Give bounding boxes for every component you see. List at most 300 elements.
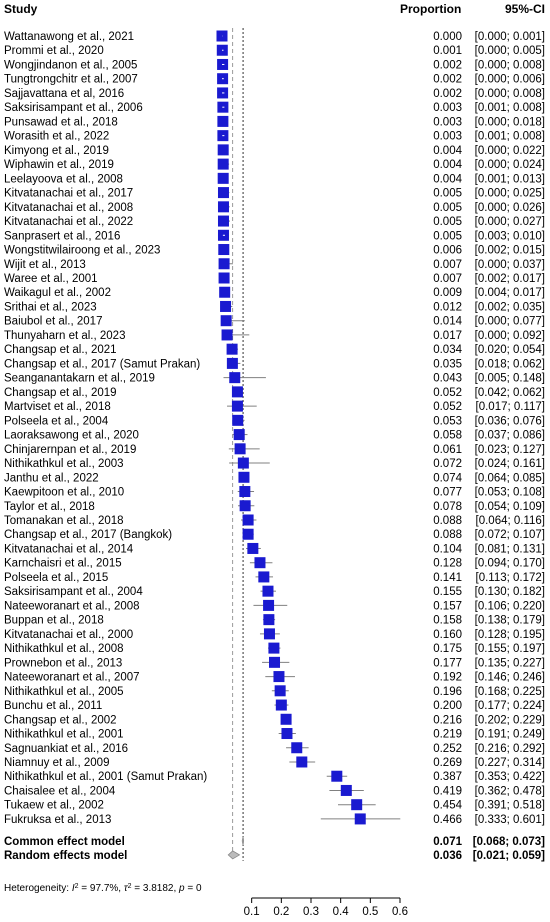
- heterogeneity-text: [4, 883, 202, 895]
- estimate-square: [219, 258, 230, 269]
- proportion-value: 0.005: [433, 187, 462, 200]
- ci-value: [0.042; 0.062]: [474, 386, 545, 399]
- proportion-value: 0.160: [433, 628, 462, 641]
- ci-value: [0.353; 0.422]: [474, 771, 545, 784]
- ci-value: [0.002; 0.035]: [474, 301, 545, 314]
- ci-value: [0.000; 0.008]: [474, 87, 545, 100]
- study-name: Chaisalee et al., 2004: [4, 785, 116, 798]
- study-row: [4, 671, 545, 684]
- study-row: [4, 401, 545, 414]
- ci-value: [0.106; 0.220]: [474, 600, 545, 613]
- ci-value: [0.000; 0.027]: [474, 216, 545, 229]
- ci-value: [0.000; 0.077]: [474, 315, 545, 328]
- summary-diamond: [242, 837, 243, 845]
- study-row: [4, 59, 545, 72]
- estimate-square: [227, 358, 238, 369]
- summary-proportion: 0.036: [433, 849, 462, 862]
- tau2-label: τ: [123, 883, 128, 894]
- estimate-square: [276, 700, 287, 711]
- study-name: Kitvatanachai et al., 2017: [4, 187, 134, 200]
- study-row: [4, 102, 545, 115]
- ci-value: [0.003; 0.010]: [474, 230, 545, 243]
- proportion-value: 0.002: [433, 59, 462, 72]
- estimate-square: [264, 628, 275, 639]
- estimate-square: [243, 529, 254, 540]
- study-row: [4, 799, 545, 812]
- study-row: [4, 31, 545, 44]
- study-row: [4, 685, 545, 698]
- study-row: [4, 344, 545, 357]
- proportion-value: 0.157: [433, 600, 462, 613]
- ci-value: [0.216; 0.292]: [474, 742, 545, 755]
- study-name: Kitvatanachai et al., 2014: [4, 543, 134, 556]
- study-name: Seanganantakarn et al., 2019: [4, 372, 155, 385]
- ci-value: [0.333; 0.601]: [474, 813, 545, 826]
- ci-value: [0.130; 0.182]: [474, 586, 545, 599]
- estimate-square: [273, 671, 284, 682]
- proportion-value: 0.007: [433, 258, 462, 271]
- summary-ci: [0.068; 0.073]: [472, 835, 545, 848]
- study-row: [4, 386, 545, 399]
- study-row: [4, 301, 545, 314]
- proportion-value: 0.017: [433, 329, 462, 342]
- summary-row: [4, 850, 545, 862]
- study-row: [4, 771, 545, 784]
- study-name: Wongjindanon et al., 2005: [4, 59, 138, 72]
- study-row: [4, 700, 545, 713]
- header-row: [4, 2, 545, 16]
- proportion-value: 0.177: [433, 657, 462, 670]
- study-name: Changsap et al., 2021: [4, 344, 117, 357]
- estimate-square: [331, 771, 342, 782]
- ci-value: [0.000; 0.024]: [474, 159, 545, 172]
- ci-value: [0.000; 0.008]: [474, 59, 545, 72]
- study-name: Changsap et al., 2002: [4, 714, 117, 727]
- summary-name: Common effect model: [4, 835, 125, 848]
- study-name: Nateeworanart et al., 2007: [4, 671, 140, 684]
- study-row: [4, 813, 545, 826]
- study-row: [4, 458, 545, 471]
- study-row: [4, 500, 545, 513]
- proportion-value: 0.088: [433, 529, 462, 542]
- ci-value: [0.001; 0.008]: [474, 130, 545, 143]
- estimate-square: [219, 287, 230, 298]
- ci-value: [0.000; 0.092]: [474, 329, 545, 342]
- study-name: Buppan et al., 2018: [4, 614, 104, 627]
- study-row: [4, 287, 545, 300]
- estimate-square: [268, 643, 279, 654]
- study-row: [4, 244, 545, 257]
- estimate-square: [296, 756, 307, 767]
- study-name: Kaewpitoon et al., 2010: [4, 486, 125, 499]
- proportion-value: 0.003: [433, 116, 462, 129]
- ci-value: [0.128; 0.195]: [474, 628, 545, 641]
- study-row: [4, 543, 545, 556]
- study-row: [4, 329, 545, 342]
- study-row: [4, 201, 545, 214]
- estimate-square: [229, 372, 240, 383]
- estimate-square: [218, 144, 229, 155]
- estimate-square: [219, 272, 230, 283]
- x-tick-label: 0.4: [332, 906, 349, 918]
- proportion-value: 0.004: [433, 144, 462, 157]
- i2-label: I: [71, 883, 75, 894]
- proportion-value: 0.003: [433, 102, 462, 115]
- proportion-value: 0.155: [433, 586, 462, 599]
- proportion-value: 0.192: [433, 671, 462, 684]
- study-name: Baiubol et al., 2017: [4, 315, 103, 328]
- study-name: Niamnuy et al., 2009: [4, 756, 110, 769]
- study-row: [4, 643, 545, 656]
- tau2-superscript: 2: [127, 882, 132, 890]
- proportion-column-header: Proportion: [400, 2, 462, 16]
- study-name: Bunchu et al., 2011: [4, 700, 103, 713]
- estimate-square: [227, 344, 238, 355]
- study-row: [4, 529, 545, 542]
- ci-value: [0.000; 0.026]: [474, 201, 545, 214]
- estimate-square: [263, 614, 274, 625]
- proportion-value: 0.104: [433, 543, 462, 556]
- ci-value: [0.001; 0.008]: [474, 102, 545, 115]
- estimate-square: [341, 785, 352, 796]
- estimate-square: [232, 386, 243, 397]
- study-row: [4, 372, 545, 385]
- study-name: Wattanawong et al., 2021: [4, 31, 134, 43]
- summary-name: Random effects model: [4, 849, 128, 862]
- estimate-square: [217, 116, 228, 127]
- estimate-square: [275, 685, 286, 696]
- x-tick-label: 0.1: [243, 906, 260, 918]
- proportion-value: 0.012: [433, 301, 462, 314]
- proportion-value: 0.005: [433, 216, 462, 229]
- study-name: Polseela et al., 2004: [4, 415, 109, 428]
- study-name: Prommi et al., 2020: [4, 45, 104, 58]
- ci-value: [0.000; 0.018]: [474, 116, 545, 129]
- ci-value: [0.004; 0.017]: [474, 287, 545, 300]
- estimate-square: [351, 799, 362, 810]
- estimate-square: [218, 216, 229, 227]
- study-row: [4, 159, 545, 172]
- proportion-value: 0.043: [433, 372, 462, 385]
- study-row: [4, 614, 545, 627]
- estimate-square: [258, 571, 269, 582]
- proportion-value: 0.466: [433, 813, 462, 826]
- study-name: Kimyong et al., 2019: [4, 144, 109, 157]
- study-row: [4, 486, 545, 499]
- study-name: Fukruksa et al., 2013: [4, 813, 112, 826]
- proportion-value: 0.003: [433, 130, 462, 143]
- study-name: Martviset et al., 2018: [4, 401, 111, 414]
- estimate-square: [218, 187, 229, 198]
- ci-value: [0.002; 0.015]: [474, 244, 545, 257]
- proportion-value: 0.216: [433, 714, 462, 727]
- estimate-square: [232, 401, 243, 412]
- study-name: Nithikathkul et al., 2001: [4, 728, 124, 741]
- estimate-square: [221, 315, 232, 326]
- ci-value: [0.001; 0.013]: [474, 173, 545, 186]
- summary-proportion: 0.071: [433, 835, 462, 848]
- heterogeneity-prefix: Heterogeneity:: [4, 883, 72, 894]
- proportion-value: 0.052: [433, 386, 462, 399]
- ci-value: [0.054; 0.109]: [474, 500, 545, 513]
- estimate-square: [254, 557, 265, 568]
- estimate-square: [238, 458, 249, 469]
- ci-value: [0.138; 0.179]: [474, 614, 545, 627]
- proportion-value: 0.053: [433, 415, 462, 428]
- summary-rows: [4, 836, 545, 862]
- study-row: [4, 258, 545, 271]
- proportion-value: 0.387: [433, 771, 462, 784]
- study-row: [4, 600, 545, 613]
- study-name: Waree et al., 2001: [4, 272, 98, 285]
- ci-value: [0.146; 0.246]: [474, 671, 545, 684]
- study-row: [4, 116, 545, 129]
- study-name: Kitvatanachai et al., 2000: [4, 628, 134, 641]
- study-name: Nithikathkul et al., 2008: [4, 643, 124, 656]
- study-name: Changsap et al., 2019: [4, 386, 117, 399]
- ci-value: [0.064; 0.116]: [475, 514, 545, 527]
- ci-value: [0.053; 0.108]: [474, 486, 545, 499]
- study-row: [4, 628, 545, 641]
- proportion-value: 0.005: [433, 230, 462, 243]
- study-name: Tungtrongchitr et al., 2007: [4, 73, 138, 86]
- ci-value: [0.000; 0.001]: [474, 31, 545, 43]
- estimate-square: [281, 714, 292, 725]
- x-tick-label: 0.2: [273, 906, 290, 918]
- estimate-square: [291, 742, 302, 753]
- proportion-value: 0.061: [433, 443, 462, 456]
- study-name: Kitvatanachai et al., 2022: [4, 216, 134, 229]
- ci-value: [0.081; 0.131]: [474, 543, 545, 556]
- proportion-value: 0.252: [433, 742, 462, 755]
- ci-value: [0.362; 0.478]: [474, 785, 545, 798]
- summary-diamond: [228, 851, 239, 859]
- ci-value: [0.005; 0.148]: [474, 372, 545, 385]
- proportion-value: 0.196: [433, 685, 462, 698]
- study-row: [4, 586, 545, 599]
- ci-value: [0.391; 0.518]: [474, 799, 545, 812]
- ci-value: [0.113; 0.172]: [475, 571, 545, 584]
- proportion-value: 0.141: [433, 571, 462, 584]
- study-row: [4, 173, 545, 186]
- study-name: Kitvatanachai et al., 2008: [4, 201, 134, 214]
- study-name: Prownebon et al., 2013: [4, 657, 123, 670]
- ci-value: [0.094; 0.170]: [474, 557, 545, 570]
- proportion-value: 0.005: [433, 201, 462, 214]
- study-name: Changsap et al., 2017 (Bangkok): [4, 529, 173, 542]
- ci-value: [0.024; 0.161]: [474, 458, 545, 471]
- estimate-square: [222, 329, 233, 340]
- ci-value: [0.020; 0.054]: [474, 344, 545, 357]
- study-name: Wongstitwilairoong et al., 2023: [4, 244, 161, 257]
- proportion-value: 0.072: [433, 458, 462, 471]
- estimate-square: [234, 429, 245, 440]
- study-row: [4, 657, 545, 670]
- study-row: [4, 728, 545, 741]
- ci-value: [0.191; 0.249]: [474, 728, 545, 741]
- study-name: Janthu et al., 2022: [4, 472, 99, 485]
- study-row: [4, 443, 545, 456]
- proportion-value: 0.074: [433, 472, 462, 485]
- study-name: Laoraksawong et al., 2020: [4, 429, 139, 442]
- ci-value: [0.000; 0.005]: [474, 45, 545, 58]
- estimate-square: [355, 813, 366, 824]
- ci-value: [0.177; 0.224]: [474, 700, 545, 713]
- proportion-value: 0.052: [433, 401, 462, 414]
- study-name: Polseela et al., 2015: [4, 571, 109, 584]
- estimate-square: [281, 728, 292, 739]
- study-name: Changsap et al., 2017 (Samut Prakan): [4, 358, 201, 371]
- study-name: Nithikathkul et al., 2003: [4, 458, 124, 471]
- estimate-square: [263, 600, 274, 611]
- study-row: [4, 472, 545, 485]
- study-row: [4, 756, 545, 769]
- i2-value: = 97.7%,: [78, 883, 124, 894]
- study-row: [4, 73, 545, 86]
- ci-value: [0.135; 0.227]: [474, 657, 545, 670]
- study-row: [4, 230, 545, 243]
- study-row: [4, 272, 545, 285]
- study-name: Sanprasert et al., 2016: [4, 230, 121, 243]
- summary-row: [4, 836, 545, 848]
- study-row: [4, 571, 545, 584]
- study-row: [4, 742, 545, 755]
- study-name: Srithai et al., 2023: [4, 301, 97, 314]
- study-row: [4, 785, 545, 798]
- estimate-square: [218, 173, 229, 184]
- study-row: [4, 514, 545, 527]
- ci-value: [0.155; 0.197]: [474, 643, 545, 656]
- proportion-value: 0.269: [433, 756, 462, 769]
- estimate-square: [262, 586, 273, 597]
- ci-value: [0.018; 0.062]: [474, 358, 545, 371]
- study-name: Worasith et al., 2022: [4, 130, 110, 143]
- estimate-square: [218, 244, 229, 255]
- proportion-value: 0.009: [433, 287, 462, 300]
- study-name: Leelayoova et al., 2008: [4, 173, 123, 186]
- estimate-square: [235, 443, 246, 454]
- proportion-value: 0.002: [433, 73, 462, 86]
- study-rows: [4, 31, 545, 826]
- tau2-value: = 3.8182,: [131, 883, 180, 894]
- proportion-value: 0.077: [433, 486, 462, 499]
- study-row: [4, 216, 545, 229]
- estimate-square: [218, 159, 229, 170]
- proportion-value: 0.200: [433, 700, 462, 713]
- study-row: [4, 130, 545, 143]
- ci-value: [0.017; 0.117]: [475, 401, 545, 414]
- study-row: [4, 429, 545, 442]
- ci-value: [0.000; 0.037]: [474, 258, 545, 271]
- x-tick-label: 0.5: [362, 906, 379, 918]
- proportion-value: 0.128: [433, 557, 462, 570]
- proportion-value: 0.088: [433, 514, 462, 527]
- estimate-square: [232, 415, 243, 426]
- study-row: [4, 415, 545, 428]
- proportion-value: 0.454: [433, 799, 462, 812]
- proportion-value: 0.419: [433, 785, 462, 798]
- study-row: [4, 557, 545, 570]
- ci-value: [0.002; 0.017]: [474, 272, 545, 285]
- proportion-value: 0.004: [433, 159, 462, 172]
- ci-value: [0.000; 0.006]: [474, 73, 545, 86]
- p-label: p: [179, 883, 185, 894]
- study-name: Thunyaharn et al., 2023: [4, 329, 126, 342]
- x-tick-label: 0.6: [392, 906, 408, 918]
- ci-value: [0.168; 0.225]: [474, 685, 545, 698]
- study-row: [4, 45, 545, 58]
- summary-ci: [0.021; 0.059]: [472, 849, 545, 862]
- proportion-value: 0.034: [433, 344, 462, 357]
- study-name: Waikagul et al., 2002: [4, 287, 111, 300]
- proportion-value: 0.219: [433, 728, 462, 741]
- proportion-value: 0.001: [433, 45, 462, 58]
- proportion-value: 0.158: [433, 614, 462, 627]
- proportion-value: 0.035: [433, 358, 462, 371]
- proportion-value: 0.006: [433, 244, 462, 257]
- study-name: Saksirisampant et al., 2006: [4, 102, 143, 115]
- proportion-value: 0.004: [433, 173, 462, 186]
- estimate-square: [269, 657, 280, 668]
- study-name: Taylor et al., 2018: [4, 500, 95, 513]
- p-value: = 0: [184, 883, 202, 894]
- estimate-square: [220, 301, 231, 312]
- study-name: Tukaew et al., 2002: [4, 799, 104, 812]
- estimate-square: [238, 472, 249, 483]
- study-row: [4, 187, 545, 200]
- study-name: Karnchaisri et al., 2015: [4, 557, 122, 570]
- ci-value: [0.036; 0.076]: [474, 415, 545, 428]
- proportion-value: 0.007: [433, 272, 462, 285]
- study-name: Nithikathkul et al., 2001 (Samut Prakan): [4, 771, 208, 784]
- x-tick-label: 0.3: [303, 906, 319, 918]
- proportion-value: 0.078: [433, 500, 462, 513]
- ci-value: [0.000; 0.022]: [474, 144, 545, 157]
- study-name: Tomanakan et al., 2018: [4, 514, 124, 527]
- study-name: Saksirisampant et al., 2004: [4, 586, 143, 599]
- proportion-value: 0.002: [433, 87, 462, 100]
- estimate-square: [243, 514, 254, 525]
- estimate-square: [247, 543, 258, 554]
- x-axis: [244, 898, 408, 918]
- study-row: [4, 144, 545, 157]
- ci-value: [0.037; 0.086]: [474, 429, 545, 442]
- estimate-square: [240, 500, 251, 511]
- study-name: Nithikathkul et al., 2005: [4, 685, 124, 698]
- study-name: Punsawad et al., 2018: [4, 116, 118, 129]
- study-name: Wiphawin et al., 2019: [4, 159, 114, 172]
- study-name: Wijit et al., 2013: [4, 258, 86, 271]
- estimate-square: [239, 486, 250, 497]
- study-row: [4, 358, 545, 371]
- ci-value: [0.023; 0.127]: [474, 443, 545, 456]
- proportion-value: 0.058: [433, 429, 462, 442]
- study-row: [4, 87, 545, 100]
- study-row: [4, 315, 545, 328]
- study-name: Nateeworanart et al., 2008: [4, 600, 140, 613]
- ci-value: [0.000; 0.025]: [474, 187, 545, 200]
- ci-value: [0.227; 0.314]: [474, 756, 545, 769]
- study-row: [4, 714, 545, 727]
- proportion-value: 0.175: [433, 643, 462, 656]
- ci-value: [0.064; 0.085]: [474, 472, 545, 485]
- study-name: Sagnuankiat et al., 2016: [4, 742, 129, 755]
- ci-value: [0.202; 0.229]: [474, 714, 545, 727]
- study-column-header: Study: [4, 2, 38, 16]
- study-name: Chinjarernpan et al., 2019: [4, 443, 137, 456]
- proportion-value: 0.014: [433, 315, 462, 328]
- ci-column-header: 95%-CI: [504, 2, 545, 16]
